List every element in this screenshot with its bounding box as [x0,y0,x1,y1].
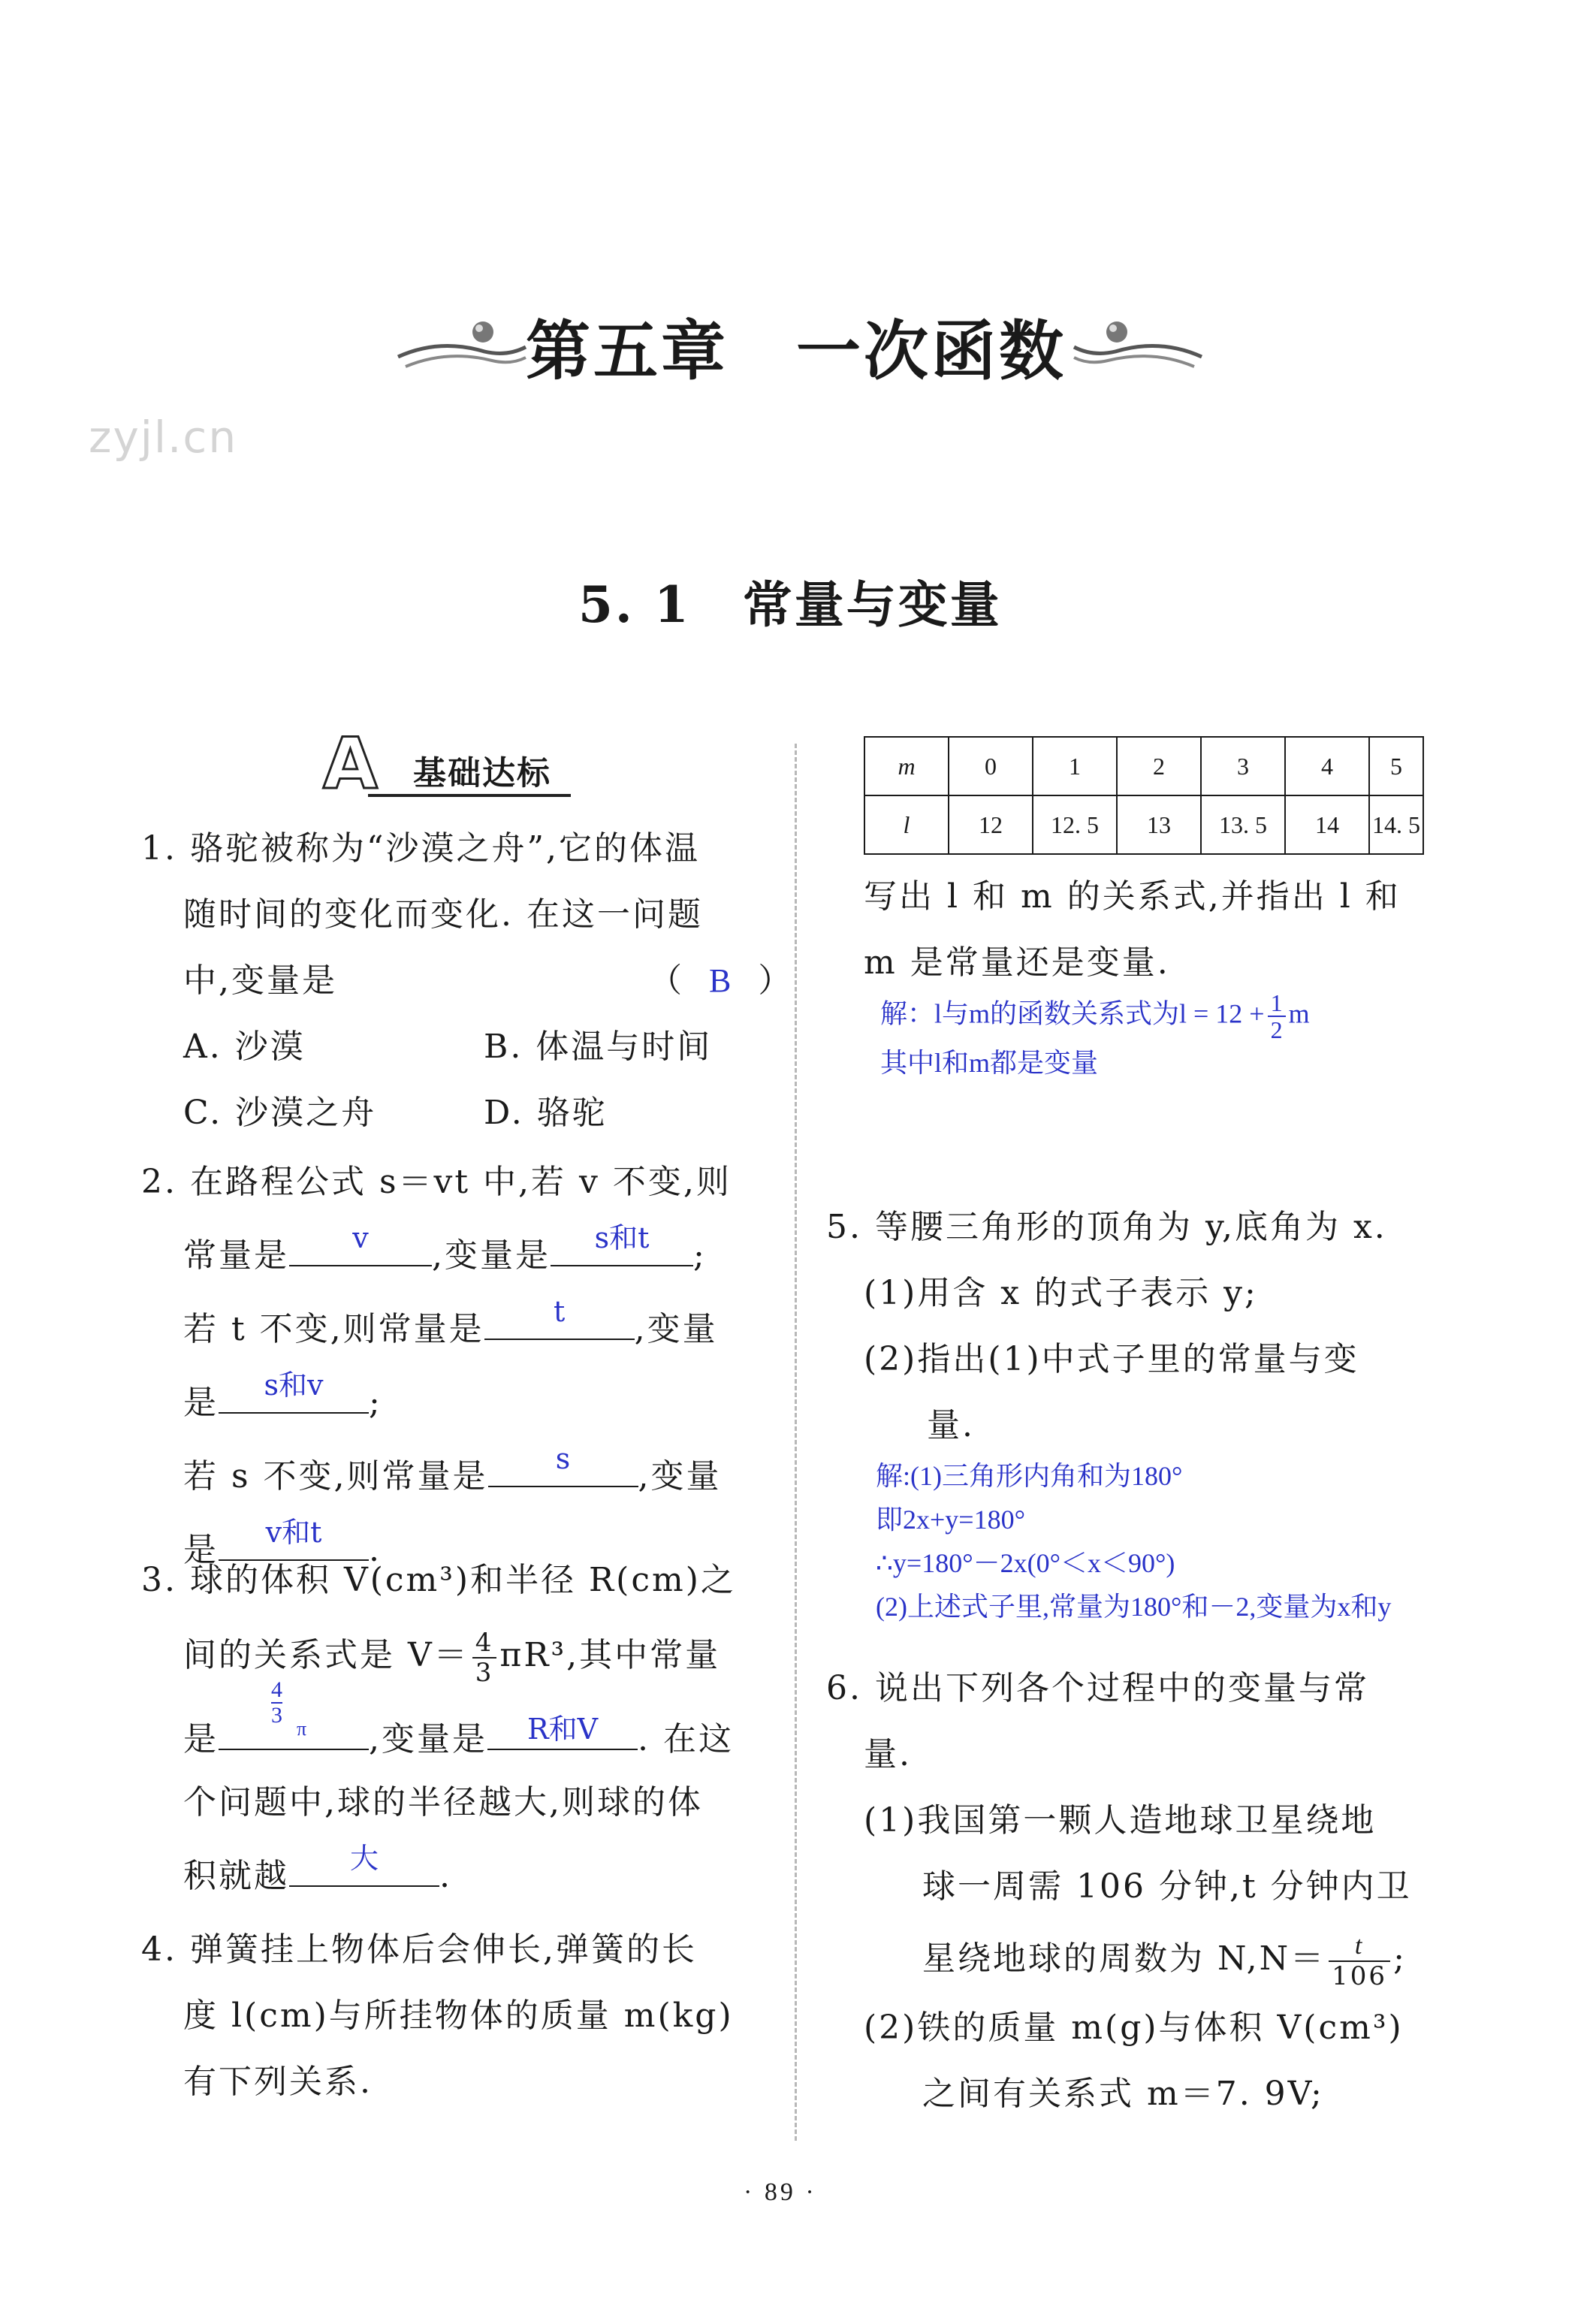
watermark: zyjl.cn [89,412,238,463]
option-c: C. 沙漠之舟 [183,1094,377,1132]
question-1 [141,826,799,1136]
q2-blank-6[interactable] [219,1516,369,1561]
q6-line-7: 之间有关系式 m＝7. 9V; [922,2075,1324,2113]
table-cell: 13. 5 [1201,795,1285,854]
q2-text: 常量是 [183,1236,289,1275]
q3-line-3 [183,1677,736,1770]
q1-line-3 [183,958,799,1004]
solution-fraction [1268,990,1286,1043]
q3-line-2 [183,1625,736,1687]
q3-fraction [472,1628,497,1687]
page-number: · 89 · [744,2178,817,2206]
q1-options-row-2 [183,1091,799,1136]
q1-answer: B [709,962,734,999]
solution-text: m [1288,998,1310,1029]
table-cell: 12. 5 [1033,795,1117,854]
q5-line-4: 量. [927,1406,975,1444]
table-cell: 14 [1285,795,1369,854]
q1-line-2: 随时间的变化而变化. 在这一问题 [183,895,703,934]
q2-text: ; [693,1236,707,1275]
option-b: B. 体温与时间 [484,1028,713,1066]
q5-solution-1: 解:(1)三角形内角和为180° [876,1461,1183,1491]
q1-answer-paren [649,958,793,1004]
q5-line-2: (1)用含 x 的式子表示 y; [864,1274,1258,1312]
table-row [864,795,1423,854]
q2-text: ,变量 [638,1457,722,1496]
q2-text: ,变量 [634,1310,718,1348]
q2-line-4 [183,1369,732,1426]
q2-line-5 [183,1442,732,1499]
q1-stem-end: 中,变量是 [183,961,337,1000]
section-badge [323,723,578,807]
table-head-l: l [864,795,949,854]
q3-text: 是 [183,1719,219,1758]
question-6 [826,1666,1412,2117]
question-5 [826,1205,1391,1628]
q3-answer-2: R和V [526,1712,599,1746]
q3-text: ,变量是 [369,1719,487,1758]
q2-answer-4: s和v [264,1369,324,1402]
paren-close: ） [758,961,794,1000]
q3-text: πR³,其中常量 [499,1636,721,1674]
q6-fraction [1329,1932,1390,1991]
badge-label: 基础达标 [413,754,551,792]
table-cell: 0 [949,737,1033,795]
q3-text: 积就越 [183,1856,289,1895]
q2-text: 若 t 不变,则常量是 [183,1310,484,1348]
q4-continuation [864,874,1401,1083]
answer-pi: π [297,1717,309,1740]
right-ornament-icon [1070,315,1205,376]
q2-line-1: 2. 在路程公式 s＝vt 中,若 v 不变,则 [141,1163,732,1201]
q2-text: 若 s 不变,则常量是 [183,1457,488,1496]
q6-text: ; [1393,1939,1407,1978]
option-d: D. 骆驼 [484,1094,608,1132]
q3-text: . [439,1856,452,1895]
q5-solution-2: 即2x+y=180° [876,1505,1026,1535]
q4-line-5: m 是常量还是变量. [864,943,1170,982]
question-2 [141,1160,732,1573]
q4-solution-2: 其中l和m都是变量 [880,1048,1099,1078]
q3-line-1: 3. 球的体积 V(cm³)和半径 R(cm)之 [141,1561,736,1599]
q3-answer-1 [271,1678,282,1728]
q3-text: . 在这 [638,1719,734,1758]
q2-text: 是 [183,1531,219,1569]
q6-line-3: (1)我国第一颗人造地球卫星绕地 [864,1801,1377,1840]
solution-text: 解：l与m的函数关系式为l = 12 + [880,998,1265,1029]
q2-line-2 [183,1221,732,1278]
answer-denominator: 3 [271,1702,282,1728]
table-cell: 2 [1117,737,1201,795]
q3-blank-1[interactable] [219,1677,369,1750]
q6-line-1: 6. 说出下列各个过程中的变量与常 [826,1669,1369,1707]
q6-line-4: 球一周需 106 分钟,t 分钟内卫 [922,1867,1412,1906]
q2-blank-4[interactable] [219,1369,369,1414]
q4-line-2: 度 l(cm)与所挂物体的质量 m(kg) [183,1997,734,2035]
table-head-m: m [864,737,949,795]
q6-line-6: (2)铁的质量 m(g)与体积 V(cm³) [864,2009,1404,2047]
q3-line-5 [183,1841,736,1899]
q2-line-3 [183,1295,732,1352]
fraction-denominator: 3 [475,1657,494,1688]
q3-blank-2[interactable] [487,1710,638,1750]
table-cell: 5 [1369,737,1423,795]
q5-line-3: (2)指出(1)中式子里的常量与变 [864,1340,1359,1378]
fraction-numerator: t [1329,1932,1390,1962]
table-cell: 13 [1117,795,1201,854]
q2-blank-1[interactable] [289,1221,432,1266]
table-cell: 3 [1201,737,1285,795]
q4-line-1: 4. 弹簧挂上物体后会伸长,弹簧的长 [141,1930,697,1969]
q2-answer-5: s [555,1442,571,1475]
table-cell: 4 [1285,737,1369,795]
chapter-title: 第五章 一次函数 [526,313,1067,389]
q4-line-3: 有下列关系. [183,2063,373,2101]
badge-letter: A [323,723,378,805]
question-4 [141,1927,734,2105]
q2-blank-2[interactable] [551,1221,693,1266]
q3-text: 间的关系式是 V＝ [183,1636,469,1674]
q5-solution-4: (2)上述式子里,常量为180°和－2,变量为x和y [876,1592,1392,1622]
question-3 [141,1558,736,1899]
paren-open: （ [649,961,684,1000]
q2-blank-3[interactable] [484,1295,635,1340]
q4-line-4: 写出 l 和 m 的关系式,并指出 l 和 [864,877,1401,916]
q3-blank-3[interactable] [289,1841,439,1887]
q2-text: ,变量是 [432,1236,551,1275]
q2-text: ; [369,1384,382,1422]
q5-solution-3: ∴y=180°－2x(0°＜x＜90°) [876,1548,1175,1578]
section-title: 5. 1 常量与变量 [578,575,1002,634]
q6-line-5 [922,1927,1412,1991]
q2-answer-1: v [352,1221,369,1254]
option-a: A. 沙漠 [183,1028,306,1066]
fraction-numerator: 1 [1268,990,1286,1017]
table-cell: 1 [1033,737,1117,795]
fraction-denominator: 2 [1270,1016,1283,1043]
table-row [864,737,1423,795]
table-cell: 12 [949,795,1033,854]
answer-numerator: 4 [271,1677,282,1702]
q6-text: 星绕地球的周数为 N,N＝ [922,1939,1326,1978]
q1-options-row-1 [183,1025,799,1070]
q4-data-table [864,736,1424,855]
q1-line-1: 1. 骆驼被称为“沙漠之舟”,它的体温 [141,829,700,868]
q2-answer-3: t [554,1295,566,1328]
q6-line-2: 量. [864,1735,912,1773]
q2-answer-6: v和t [265,1516,322,1549]
q5-line-1: 5. 等腰三角形的顶角为 y,底角为 x. [826,1208,1387,1246]
fraction-denominator: 106 [1332,1960,1388,1991]
q2-blank-5[interactable] [488,1442,638,1487]
q2-answer-2: s和t [594,1221,650,1254]
q3-answer-3: 大 [349,1841,379,1875]
q4-solution-1 [880,990,1401,1043]
q3-line-4: 个问题中,球的半径越大,则球的体 [183,1782,703,1822]
q2-text: . [369,1531,382,1569]
left-ornament-icon [394,315,529,376]
table-cell: 14. 5 [1369,795,1423,854]
q2-text: 是 [183,1384,219,1422]
fraction-numerator: 4 [472,1628,497,1659]
